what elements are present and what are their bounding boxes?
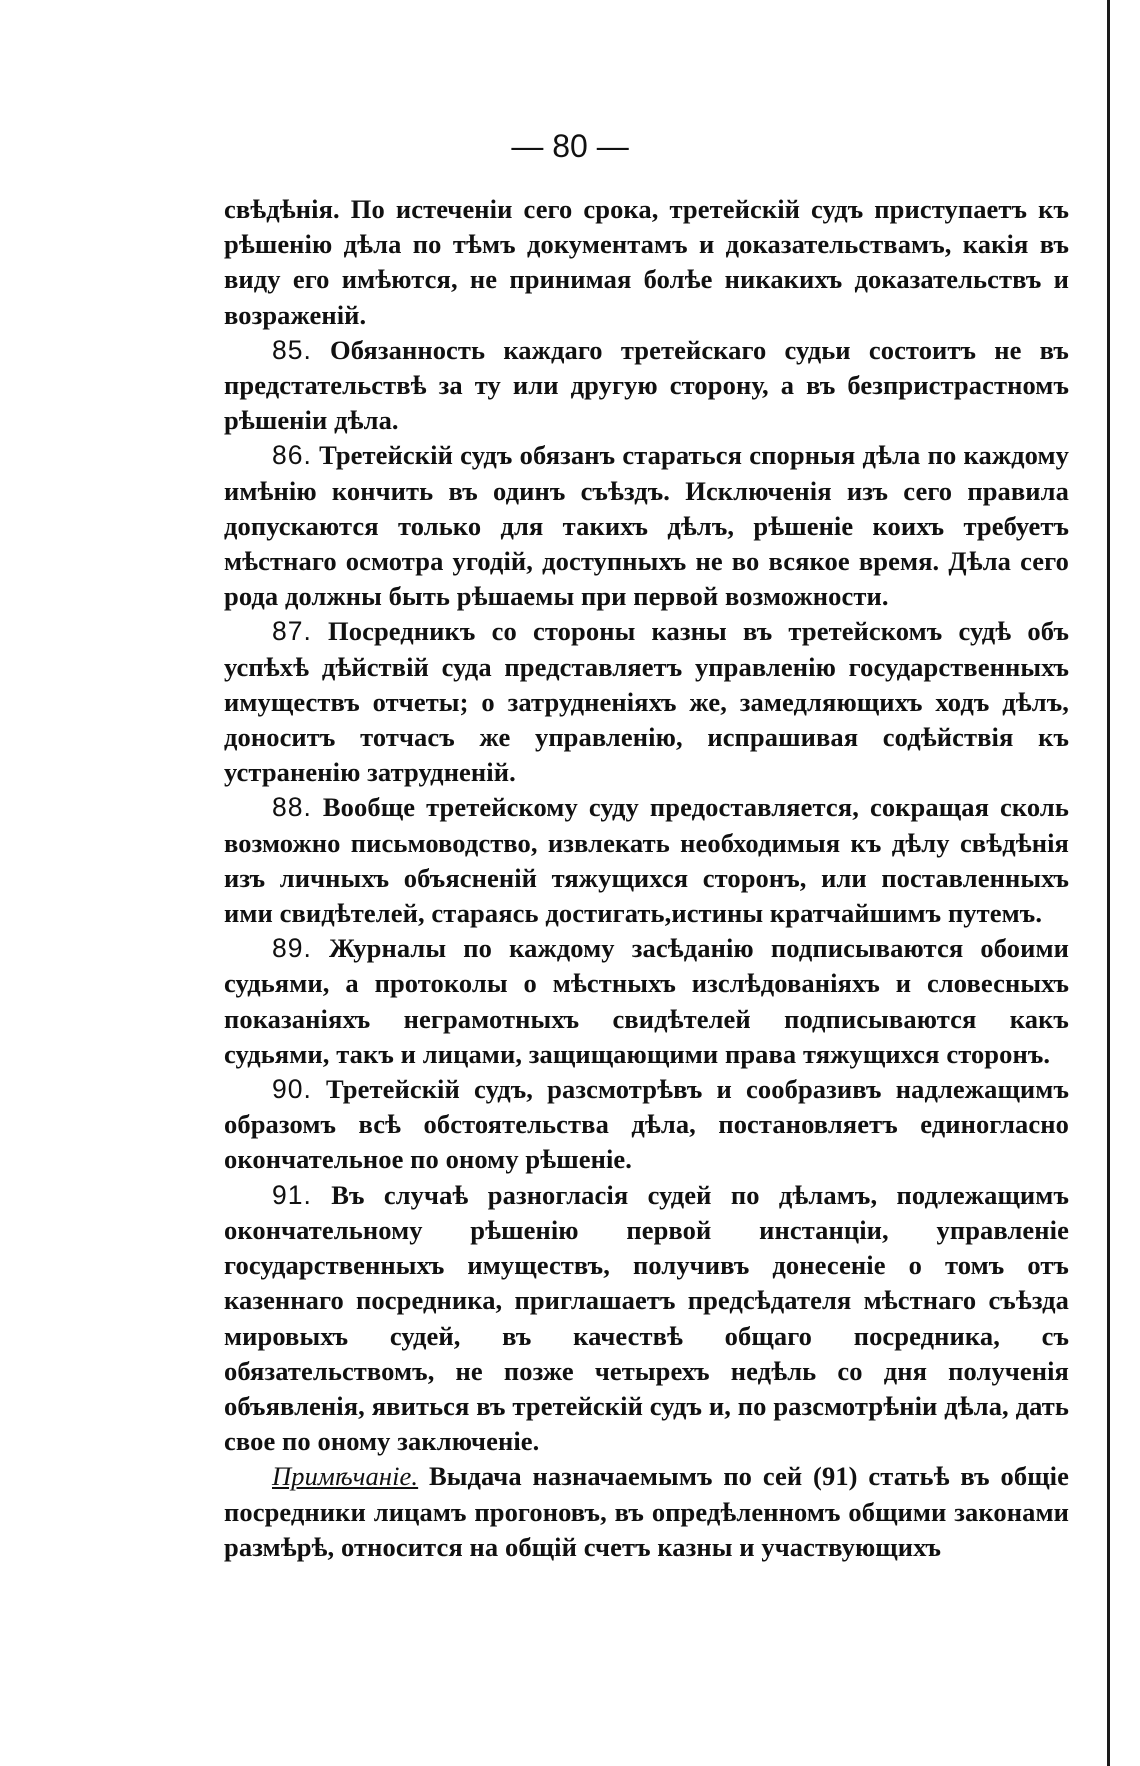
note-text: Выдача назначаемымъ по сей (91) статьѣ въ общіе посредники лицамъ прогоновъ, въ опредѣленномъ общими законами размѣрѣ, относится на общій счетъ казны и участвующихъ [224, 1461, 1069, 1562]
paragraph-87 [224, 614, 1069, 790]
paragraph-text: Посредникъ со стороны казны въ третейскомъ судѣ объ успѣхѣ дѣйствій суда представляетъ управленію государственныхъ имуществъ отчеты; о затрудненіяхъ же, замедляющихъ ходъ дѣлъ, доноситъ тотчасъ же управленію, испрашивая содѣйствія къ устраненію затрудненій. [224, 616, 1069, 788]
paragraph-90 [224, 1072, 1069, 1178]
article-number: 90. [272, 1074, 312, 1105]
article-number: 91. [272, 1179, 312, 1210]
paragraph-continuation [224, 192, 1069, 333]
paragraph-text: свѣдѣнія. По истеченіи сего срока, третейскій судъ приступаетъ къ рѣшенію дѣла по тѣмъ документамъ и доказательствамъ, какія въ виду его имѣются, не принимая болѣе никакихъ доказательствъ и возраженій. [224, 194, 1069, 330]
paragraph-88 [224, 790, 1069, 931]
paragraph-text: Въ случаѣ разногласія судей по дѣламъ, подлежащимъ окончательному рѣшенію первой инстанціи, управленіе государственныхъ имуществъ, получивъ донесеніе о томъ отъ казеннаго посредника, приглашаетъ предсѣдателя мѣстнаго съѣзда мировыхъ судей, въ качествѣ общаго посредника, съ обязательствомъ, не позже четырехъ недѣль со дня полученія объявленія, явиться въ третейскій судъ и, по разсмотрѣніи дѣла, дать свое по оному заключеніе. [224, 1179, 1069, 1457]
paragraph-text: Вообще третейскому суду предоставляется, сокращая сколь возможно письмоводство, извлекать необходимыя къ дѣлу свѣдѣнія изъ личныхъ объясненій тяжущихся сторонъ, или поставленныхъ ими свидѣтелей, стараясь достигать,истины кратчайшимъ путемъ. [224, 792, 1069, 929]
article-number: 87. [272, 616, 312, 647]
paragraph-text: Третейскій судъ, разсмотрѣвъ и сообразивъ надлежащимъ образомъ всѣ обстоятельства дѣла, постановляетъ единогласно окончательное по оному рѣшеніе. [224, 1074, 1069, 1175]
article-number: 85. [272, 334, 312, 365]
paragraph-text: Третейскій судъ обязанъ стараться спорныя дѣла по каждому имѣнію кончить въ одинъ съѣздъ. Исключенія изъ сего правила допускаются только для такихъ дѣлъ, рѣшеніе коихъ требуетъ мѣстнаго осмотра угодій, доступныхъ не во всякое время. Дѣла сего рода должны быть рѣшаемы при первой возможности. [224, 440, 1069, 612]
paragraph-89 [224, 931, 1069, 1072]
paragraph-86 [224, 438, 1069, 614]
text-body [224, 192, 1069, 1565]
paragraph-text: Журналы по каждому засѣданію подписываются обоими судьями, а протоколы о мѣстныхъ изслѣдованіяхъ и словесныхъ показаніяхъ неграмотныхъ свидѣтелей подписываются какъ судьями, такъ и лицами, защищающими права тяжущихся сторонъ. [224, 933, 1069, 1069]
article-number: 88. [272, 792, 312, 823]
page-edge-line [1107, 0, 1110, 1766]
paragraph-text: Обязанность каждаго третейскаго судьи состоитъ не въ предстательствѣ за ту или другую сторону, а въ безпристрастномъ рѣшеніи дѣла. [224, 334, 1069, 436]
article-number: 86. [272, 440, 312, 471]
paragraph-85 [224, 333, 1069, 439]
page-number: — 80 — [511, 128, 629, 164]
article-number: 89. [272, 933, 312, 964]
paragraph-91 [224, 1178, 1069, 1460]
note-label: Примѣчаніе. [272, 1461, 419, 1492]
note-paragraph [224, 1459, 1069, 1565]
